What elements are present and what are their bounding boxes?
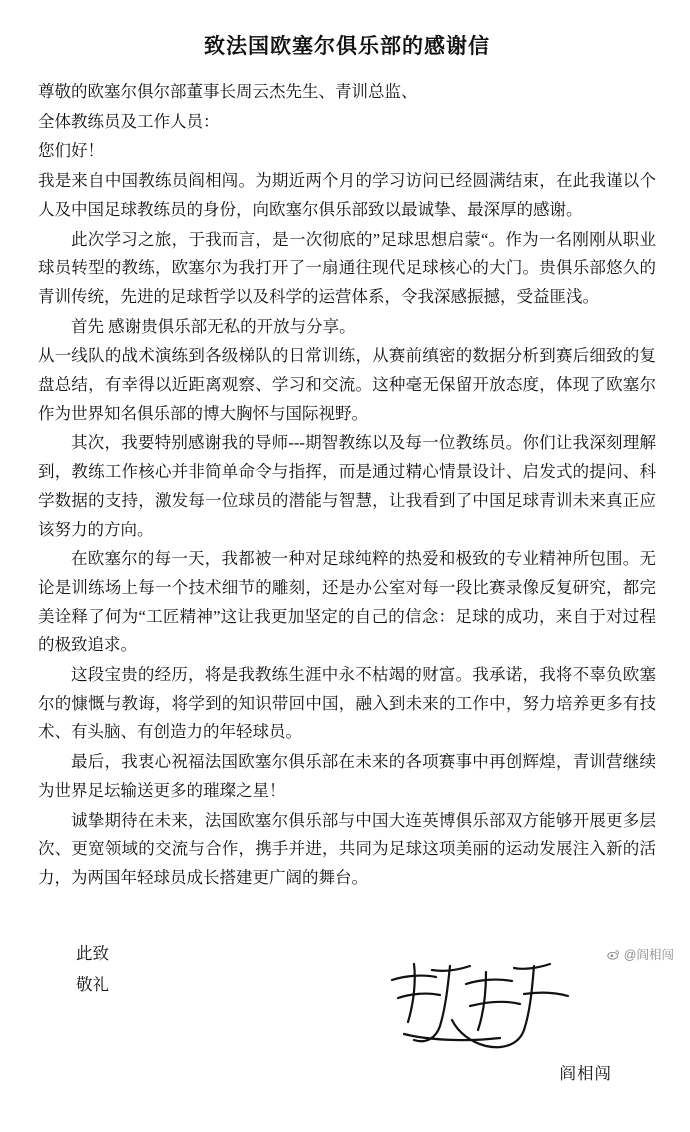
weibo-icon: [607, 948, 620, 961]
body-paragraph-7: 这段宝贵的经历，将是我教练生涯中永不枯竭的财富。我承诺，我将不辜负欧塞尔的慷慨与教诲，将学到的知识带回中国，融入到未来的工作中，努力培养更多有技术、有头脑、有创造力的年轻球员。: [38, 665, 656, 742]
closing-line-1: 此致: [76, 943, 109, 963]
signer-name: 阎相闯: [559, 1064, 612, 1084]
watermark-text: @阎相闯: [623, 948, 674, 962]
watermark: [607, 945, 674, 963]
handwritten-signature-icon: [374, 950, 584, 1055]
body-paragraph-9: 诚挚期待在未来，法国欧塞尔俱乐部与中国大连英博俱乐部双方能够开展更多层次、更宽领域的交流与合作，携手并进，共同为足球这项美丽的运动发展注入新的活力，为两国年轻球员成长搭建更广阔的舞台。: [38, 810, 656, 887]
salutation-line-1: 尊敬的欧塞尔俱尔部董事长周云杰先生、青训总监、: [38, 82, 418, 101]
page-title: 致法国欧塞尔俱乐部的感谢信: [204, 33, 490, 58]
body-paragraph-5: 其次，我要特别感谢我的导师---期智教练以及每一位教练员。你们让我深刻理解到，教练工作核心并非简单命令与指挥，而是通过精心情景设计、启发式的提问、科学数据的支持，激发每一位球员的潜能与智慧，让我看到了中国足球青训未来真正应该努力的方向。: [38, 433, 656, 539]
salutation-greeting: 您们好！: [38, 141, 104, 161]
body-paragraph-2: 此次学习之旅，于我而言，是一次彻底的”足球思想启蒙“。作为一名刚刚从职业球员转型的教练，欧塞尔为我打开了一扇通往现代足球核心的大门。贵俱乐部悠久的青训传统，先进的足球哲学以及科学的运营体系，令我深感振撼，受益匪浅。: [38, 229, 656, 306]
body-paragraph-3: 首先 感谢贵俱乐部无私的开放与分享。: [71, 316, 356, 336]
body-paragraph-6: 在欧塞尔的每一天，我都被一种对足球纯粹的热爱和极致的专业精神所包围。无论是训练场上每一个技术细节的雕刻，还是办公室对每一段比赛录像反复研究，都完美诠释了何为“工匠精神”这让我更加坚定的自己的信念：足球的成功，来自于对过程的极致追求。: [38, 549, 656, 655]
signature-area: [38, 1002, 656, 1132]
closing-line-2: 敬礼: [76, 975, 109, 995]
body-paragraph-4: 从一线队的战术演练到各级梯队的日常训练，从赛前缜密的数据分析到赛后细致的复盘总结，有幸得以近距离观察、学习和交流。这种毫无保留开放态度，体现了欧塞尔作为世界知名俱乐部的博大胸怀与国际视野。: [38, 346, 656, 423]
body-paragraph-8: 最后，我衷心祝福法国欧塞尔俱乐部在未来的各项赛事中再创辉煌，青训营继续为世界足坛输送更多的璀璨之星！: [38, 752, 656, 800]
body-paragraph-1: 我是来自中国教练员阎相闯。为期近两个月的学习访问已经圆满结束，在此我谨以个人及中国足球教练员的身份，向欧塞尔俱乐部致以最诚挚、最深厚的感谢。: [38, 171, 656, 219]
letter-body: [38, 78, 656, 893]
salutation-line-2: 全体教练员及工作人员：: [38, 111, 220, 131]
